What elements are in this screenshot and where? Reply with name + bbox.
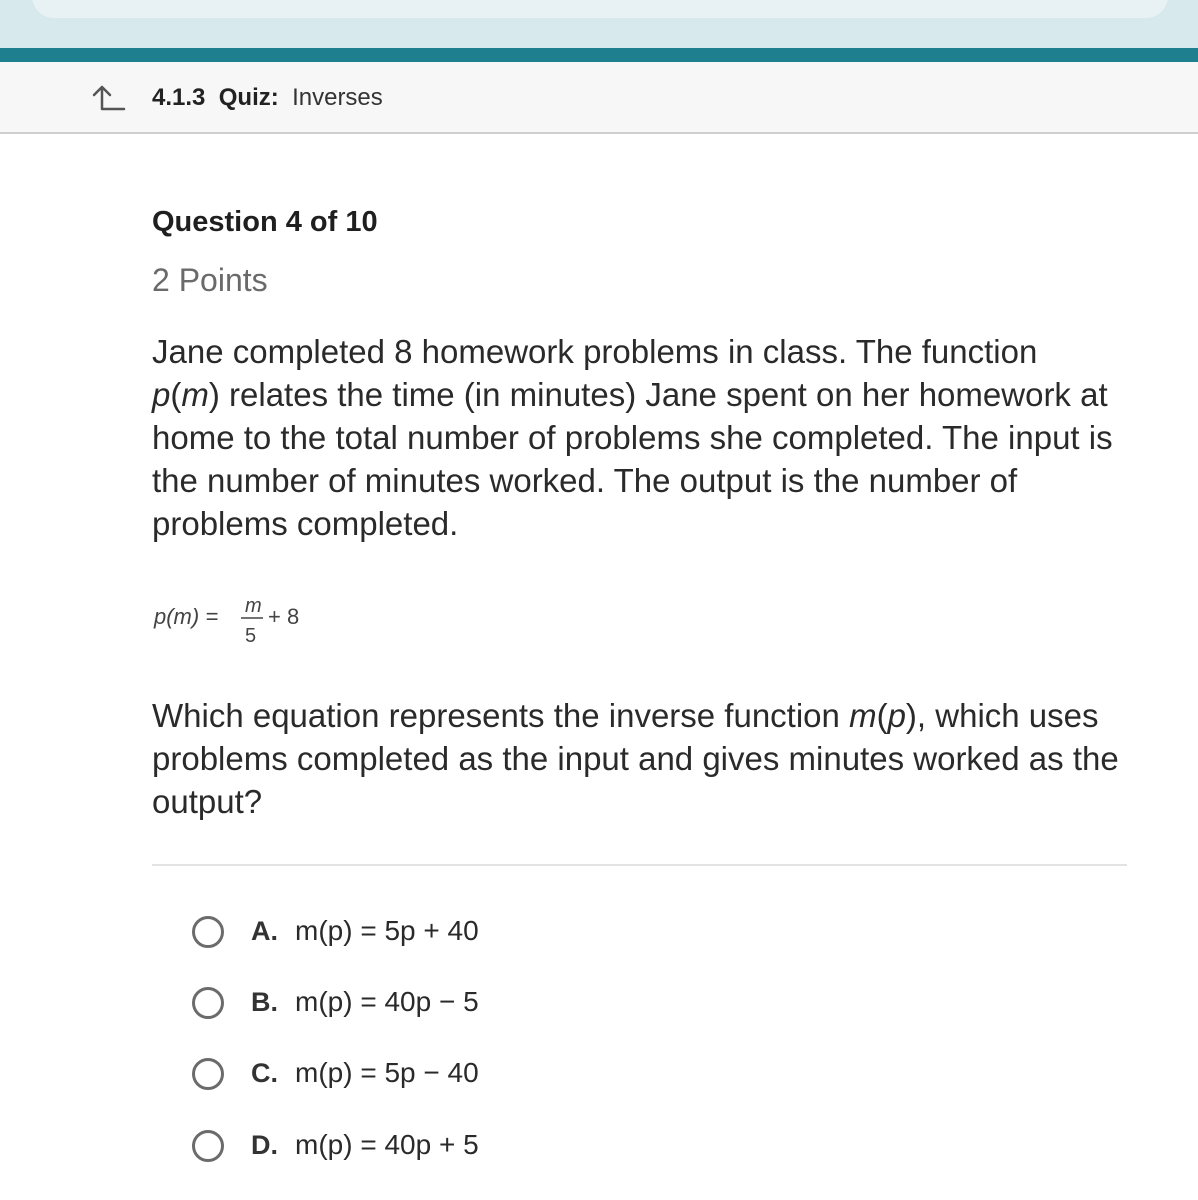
question-body-line1: Jane completed 8 homework problems in class. The function	[152, 333, 1038, 370]
question-body-rest: relates the time (in minutes) Jane spent on her homework at home to the total number of problems she completed. The input is the number of minutes worked. The output is the number of problems completed.	[152, 376, 1113, 542]
option-d[interactable]	[192, 1128, 892, 1168]
prompt-arg: p	[887, 697, 906, 734]
back-arrow-icon[interactable]	[90, 82, 126, 112]
function-name: p	[152, 376, 171, 413]
question-points: 2 Points	[152, 262, 268, 298]
option-letter: B.	[251, 987, 278, 1017]
quiz-kind: Quiz:	[218, 84, 279, 111]
formula-tail: + 8	[268, 604, 300, 629]
function-formula	[152, 590, 322, 650]
divider	[152, 864, 1127, 866]
quiz-title	[152, 84, 383, 112]
option-a[interactable]	[192, 914, 892, 954]
prompt-before: Which equation represents the inverse function	[152, 697, 850, 734]
formula-lhs: p(m) =	[154, 604, 219, 629]
radio-button-icon[interactable]	[192, 1130, 224, 1162]
prompt-paren-close: )	[905, 697, 917, 734]
app-accent-bar	[0, 48, 1198, 62]
prompt-fn: m	[849, 697, 877, 734]
option-text: m(p) = 40p − 5	[295, 986, 479, 1017]
option-letter: A.	[251, 916, 278, 946]
radio-button-icon[interactable]	[192, 987, 224, 1019]
radio-button-icon[interactable]	[192, 1058, 224, 1090]
browser-top-band	[0, 0, 1198, 48]
option-letter: C.	[251, 1058, 278, 1088]
option-text: m(p) = 40p + 5	[295, 1129, 479, 1160]
question-prompt	[152, 694, 1142, 823]
quiz-header	[0, 62, 1198, 134]
question-body	[152, 330, 1142, 545]
prompt-paren-open: (	[876, 697, 888, 734]
formula-numerator: m	[245, 595, 262, 617]
radio-button-icon[interactable]	[192, 916, 224, 948]
option-text: m(p) = 5p + 40	[295, 915, 479, 946]
option-c[interactable]	[192, 1056, 892, 1096]
function-paren-close: )	[208, 376, 220, 413]
function-paren-open: (	[170, 376, 182, 413]
option-b[interactable]	[192, 985, 892, 1025]
prompt-after: , which uses problems completed as the input and gives minutes worked as the output?	[152, 697, 1119, 820]
question-heading: Question 4 of 10	[152, 206, 378, 238]
browser-address-area	[32, 0, 1168, 18]
option-text: m(p) = 5p − 40	[295, 1057, 479, 1088]
function-arg: m	[181, 376, 209, 413]
quiz-name: Inverses	[292, 84, 383, 111]
option-letter: D.	[251, 1130, 278, 1160]
quiz-number: 4.1.3	[152, 84, 206, 111]
formula-denominator: 5	[245, 625, 257, 647]
